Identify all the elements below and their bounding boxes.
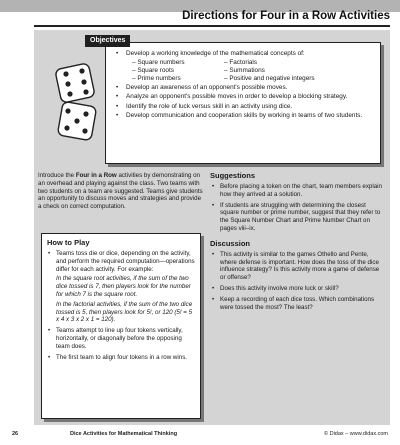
- suggestion-item: • If students are struggling with determining the closest square number or prime number, suggest that they refer to the Square Number Chart and Prime Number Chart on pages viii–ix.: [210, 202, 385, 233]
- how-to-play-heading: How to Play: [47, 238, 90, 247]
- objectives-box: [105, 42, 381, 164]
- rule-item: • Teams attempt to line up four tokens vertically, horizontally, or diagonally before the opposing team does.: [47, 327, 195, 350]
- how-to-play-list: [47, 250, 195, 361]
- title-rule: [34, 25, 390, 27]
- objectives-tab-label: Objectives: [85, 35, 130, 47]
- book-title: Dice Activities for Mathematical Thinking: [70, 431, 178, 437]
- objective-item: • Analyze an opponent's possible moves in order to develop a blocking strategy.: [116, 93, 372, 101]
- discussion-item: • Does this activity involve more luck or skill?: [210, 285, 385, 293]
- rule-item: [47, 250, 195, 324]
- objective-text: Develop a working knowledge of the mathematical concepts of:: [126, 50, 305, 57]
- discussion-item: • Keep a recording of each dice toss. Which combinations were tossed the most? The least?: [210, 296, 385, 312]
- intro-text: Introduce the: [38, 172, 76, 179]
- copyright-text: © Didax – www.didax.com: [324, 431, 388, 437]
- discussion-heading: Discussion: [210, 238, 251, 248]
- objective-item: [116, 50, 372, 83]
- example-text: In the factorial activities, if the sum of the two dice tossed is 5, then players look for 5!, or 120 (5! = 5 x 4 x 3 x 2 x 1 = 120).: [56, 300, 193, 324]
- page-title: Directions for Four in a Row Activities: [182, 10, 390, 22]
- objectives-list: [116, 50, 372, 120]
- concept-item: – Square numbers: [132, 59, 185, 67]
- concept-item: – Summations: [224, 67, 265, 75]
- rule-item: • The first team to align four tokens in a row wins.: [47, 354, 195, 362]
- concept-item: – Prime numbers: [132, 75, 181, 83]
- right-column: [210, 171, 385, 314]
- intro-paragraph: [38, 172, 203, 211]
- intro-text: activities by demonstrating on an overhead and playing against the class. Two teams with two students on a team are suggested. Teams give students an opportunity to discuss moves and strategies and provide a check on correct computation.: [38, 172, 203, 211]
- suggestions-heading: Suggestions: [210, 171, 256, 180]
- suggestion-item: • Before placing a token on the chart, team members explain how they arrived at a solution.: [210, 183, 385, 199]
- concept-item: – Positive and negative integers: [224, 75, 315, 83]
- how-to-play-box: [41, 233, 201, 419]
- objective-item: • Develop communication and cooperation skills by working in teams of two students.: [116, 112, 372, 120]
- concepts-list: [132, 59, 372, 83]
- page-footer: [10, 431, 390, 441]
- concept-item: – Square roots: [132, 67, 174, 75]
- die-top: [55, 63, 95, 103]
- discussion-list: [210, 251, 385, 312]
- objective-item: • Identify the role of luck versus skill in an activity using dice.: [116, 103, 372, 111]
- intro-activity-name: Four in a Row: [75, 172, 117, 179]
- concept-item: – Factorials: [224, 59, 258, 67]
- rule-text: Teams toss die or dice, depending on the activity, and perform the required computation—operations differ for each activity. For example:: [56, 250, 195, 273]
- die-bottom: [57, 101, 96, 140]
- dice-illustration: [52, 62, 102, 142]
- page-number: 26: [12, 431, 19, 437]
- suggestions-list: [210, 183, 385, 233]
- discussion-item: • This activity is similar to the games Othello and Pente, where defense is important. How does the toss of the dice influence strategy? Is this activity more a game of defense or offense?: [210, 251, 385, 282]
- objective-item: • Develop an awareness of an opponent's possible moves.: [116, 84, 372, 92]
- example-text: In the square root activities, if the sum of the two dice tossed is 7, then players look for the number for which 7 is the square root.: [56, 275, 191, 298]
